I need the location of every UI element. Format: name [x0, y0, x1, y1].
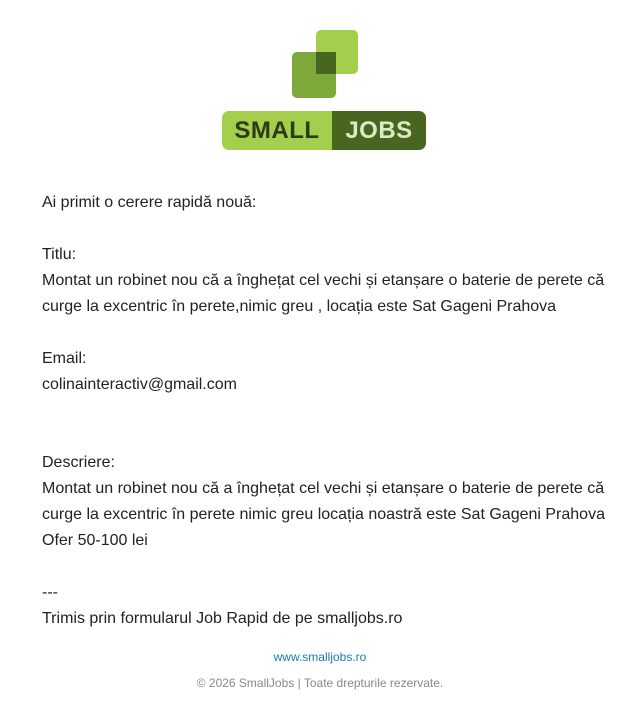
title-label: Titlu:	[42, 246, 77, 263]
logo-word-jobs: JOBS	[332, 111, 426, 150]
email-value: colinainteractiv@gmail.com	[42, 376, 237, 393]
email-label: Email:	[42, 350, 87, 367]
intro-text: Ai primit o cerere rapidă nouă:	[42, 194, 257, 211]
email-body	[42, 190, 617, 632]
website-link[interactable]: www.smalljobs.ro	[273, 650, 367, 664]
smalljobs-logo	[222, 30, 426, 150]
separator: ---	[42, 584, 58, 601]
logo-squares-icon	[292, 30, 358, 98]
description-line-2: curge la excentric în perete nimic greu locația noastră este Sat Gageni Prahova	[42, 506, 605, 523]
title-line-2: curge la excentric în perete,nimic greu , locația este Sat Gageni Prahova	[42, 298, 557, 315]
logo-wordmark	[222, 111, 426, 150]
description-line-3: Ofer 50-100 lei	[42, 532, 148, 549]
copyright-text: © 2026 SmallJobs | Toate drepturile rezervate.	[196, 676, 444, 690]
title-line-1: Montat un robinet nou că a înghețat cel vechi și etanșare o baterie de perete că	[42, 272, 605, 289]
description-line-1: Montat un robinet nou că a înghețat cel vechi și etanșare o baterie de perete că	[42, 480, 605, 497]
signature-text: Trimis prin formularul Job Rapid de pe smalljobs.ro	[42, 610, 403, 627]
description-label: Descriere:	[42, 454, 115, 471]
logo-word-small: SMALL	[222, 111, 332, 150]
